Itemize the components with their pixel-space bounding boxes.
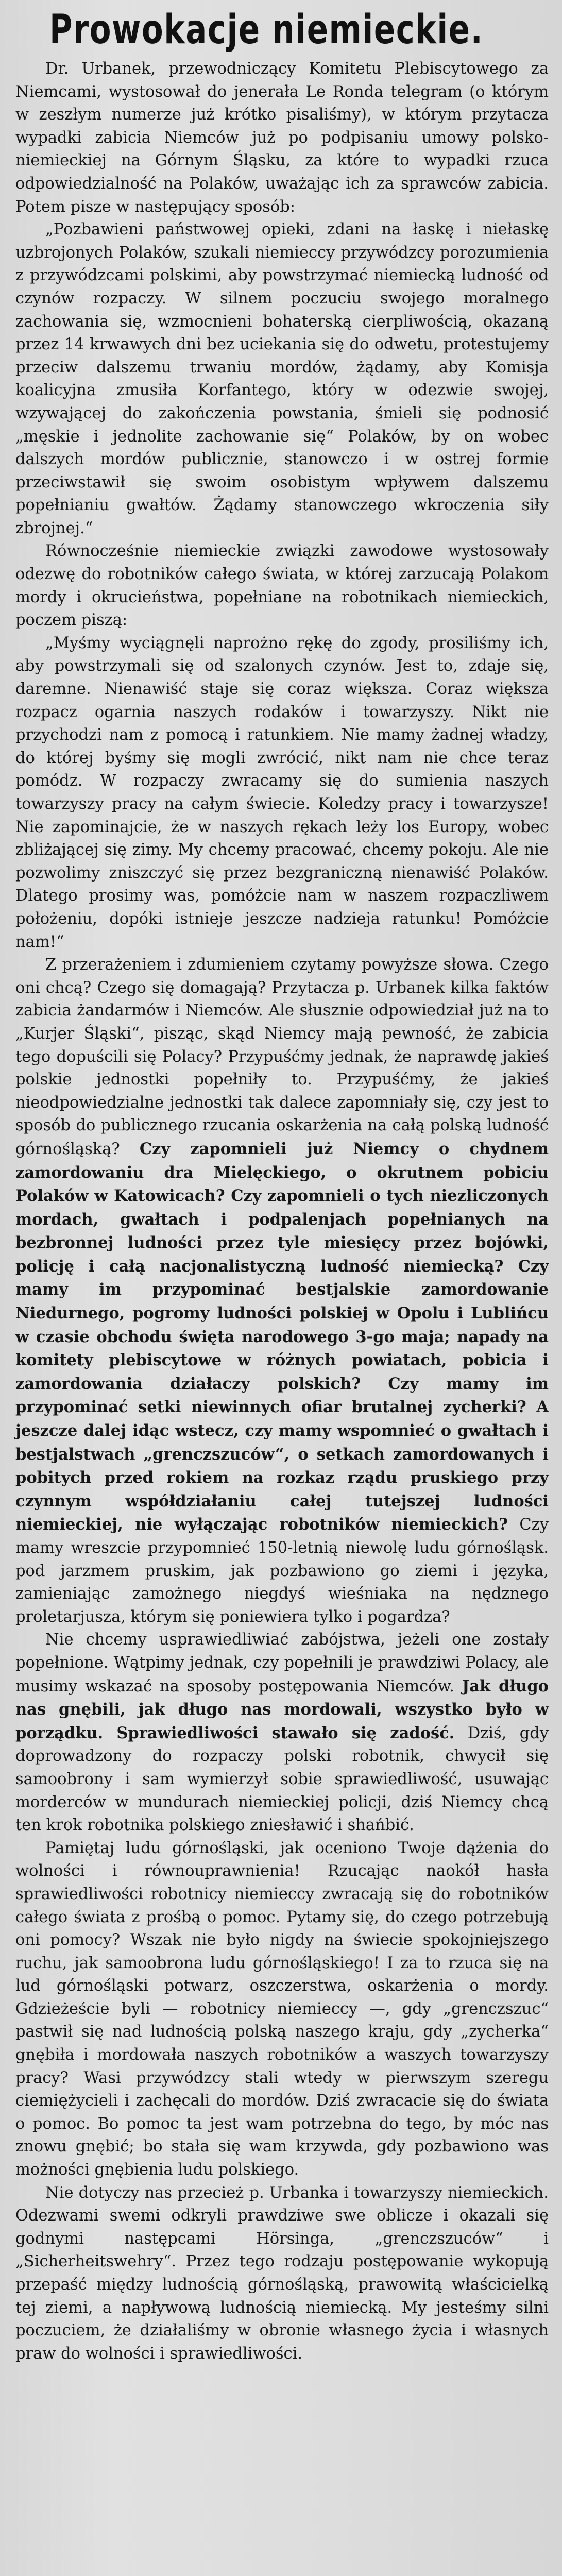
response-bold-questions: Czy zapomnieli już Niemcy o chydnem zamordowaniu dra Mielęckiego, o okrutnem pobiciu Polaków w Katowicach? Czy zapomnieli o tych niezliczonych mordach, gwałtach i podpalenjach popełnianych na bezbronnej ludności przez tyle miesięcy przez bojówki, policję i całą nacjonalistyczną ludność niemiecką? Czy mamy im przypominać bestjalskie zamordowanie Niedurnego, pogromy ludności polskiej w Opolu i Lublińcu w czasie obchodu święta narodowego 3-go maja; napady na komitety plebiscytowe w różnych powiatach, pobicia i zamordowania działaczy polskich? Czy mamy im przypominać setki niewinnych ofiar brutalnej zycherki? A jeszcze dalej idąc wstecz, czy mamy wspomnieć o gwałtach i bestjalstwach „grenczszuców“, o setkach zamordowanych i pobitych przed rokiem na rozkaz rządu pruskiego przy czynnym współdziałaniu całej tutejszej ludności niemieckiej, nie wyłączając robotników niemieckich? [15,1139,549,1534]
paragraph-conclusion: Nie dotyczy nas przecież p. Urbanka i towarzyszy niemieckich. Odezwami swemi odkryli prawdziwe swe oblicze i okazali się godnymi następcami Hörsinga, „grenczszuców“ i „Sicherheitswehry“. Przez tego rodzaju postępowanie wykopują przepaść między ludnością górnośląską, prawowitą właścicielką tej ziemi, a napływową ludnością niemiecką. My jesteśmy silni poczuciem, że działaliśmy w obronie własnego życia i własnych praw do wolności i sprawiedliwości. [15,2183,549,2363]
article-title: Prowokacje niemieckie. [49,7,484,53]
response-text-start: Z przerażeniem i zdumieniem czytamy powyższe słowa. Czego oni chcą? Czego się domagają? Przytacza p. Urbanek kilka faktów zabicia żandarmów i Niemców. Ale słusznie odpowiedział już na to „Kurjer Śląski“, pisząc, skąd Niemcy mają pewność, że zabicia tego dopuścili się Polacy? Przypuśćmy jednak, że naprawdę jakieś polskie jednostki popełniły to. Przypuśćmy, że jakieś nieodpowiedzialne jednostki tak dalece zapomniały się, czy jest to sposób do publicznego rzucania oskarżenia na całą polską ludność górnośląską? [15,956,549,1158]
justification-bold: Jak długo nas gnębili, jak długo nas mordowali, wszystko było w porządku. Sprawiedliwości stawało się zadość. [15,1676,549,1742]
paragraph-quote-unions: „Myśmy wyciągnęli naprożno rękę do zgody, prosiliśmy ich, aby powstrzymali się od szalonych czynów. Jest to, zdaje się, daremne. Nienawiść staje się coraz większa. Coraz większa rozpacz ogarnia naszych rodaków i towarzyszy. Nikt nie przychodzi nam z pomocą i ratunkiem. Nie mamy żadnej władzy, do której byśmy się mogli zwrócić, nikt nam nie chce teraz pomódz. W rozpaczy zwracamy się do sumienia naszych towarzyszy pracy na całym świecie. Koledzy pracy i towarzysze! Nie zapominajcie, że w naszych rękach leży los Europy, wobec zbliżającej się zimy. My chcemy pracować, chcemy pokoju. Ale nie pozwolimy zniszczyć się przez bezgraniczną nienawiść Polaków. Dlatego prosimy was, pomóżcie nam w naszem rozpaczliwem położeniu, dopóki istnieje jeszcze nadzieja ratunku! Pomóżcie nam!“ [15,634,549,951]
paragraph-quote-urbanek: „Pozbawieni państwowej opieki, zdani na łaskę i niełaskę uzbrojonych Polaków, szukali niemieccy przywódzcy porozumienia z przywódzcami polskimi, aby powstrzymać niemiecką ludność od czynów rozpaczy. W silnem poczuciu swojego moralnego zachowania się, wzmocnieni bohaterską cierpliwością, okazaną przez 14 krwawych dni bez uciekania się do odwetu, protestujemy przeciw dalszemu trwaniu mordów, żądamy, aby Komisja koalicyjna zmusiła Korfantego, który w odezwie swojej, wzywającej do zakończenia powstania, śmieli się podnosić „męskie i jednolite zachowanie się“ Polaków, by on wobec dalszych mordów publicznie, stanowczo i w ostrej formie przeciwstawił się swoim osobistym wpływem dalszemu popełnianiu gwałtów. Żądamy stanowczego wkroczenia siły zbrojnej.“ [15,221,549,537]
paragraph-justification [15,1629,549,1837]
response-text-end: Czy mamy wreszcie przypomnieć 150-letnią niewolę ludu górnośląsk. pod jarzmem pruskim, jak pozbawiono go ziemi i języka, zamieniając zamożnego niegdyś wieśniaka na nędznego proletarjusza, którym się poniewiera tylko i pogardza? [15,1516,549,1626]
paragraph-unions: Równocześnie niemieckie związki zawodowe wystosowały odezwę do robotników całego świata, w której zarzucają Polakom mordy i okrucieństwa, popełniane na robotnikach niemieckich, poczem piszą: [15,542,549,630]
justification-text-start: Nie chcemy usprawiedliwiać zabójstwa, jeżeli one zostały popełnione. Wątpimy jednak, czy popełnili je prawdziwi Polacy, ale musimy wskazać na sposoby postępowania Niemców. [15,1631,549,1696]
justification-text-end: Dziś, gdy doprowadzony do rozpaczy polski robotnik, chwycił się samoobrony i sam wymierzył sobie sprawiedliwość, usuwając morderców w mundurach niemieckiej policji, dziś Niemcy chcą ten krok robotnika polskiego zniesławić i shańbić. [15,1724,549,1835]
paragraph-response [15,954,549,1629]
paragraph-intro: Dr. Urbanek, przewodniczący Komitetu Plebiscytowego za Niemcami, wystosował do jenerała Le Ronda telegram (o którym w zeszłym numerze już krótko pisaliśmy), w którym przytacza wypadki zabicia Niemców już po podpisaniu umowy polsko-niemieckiej na Górnym Śląsku, za które to wypadki rzuca odpowiedzialność na Polaków, uważając ich za sprawców zabicia. Potem pisze w następujący sposób: [15,60,549,216]
paragraph-appeal: Pamiętaj ludu górnośląski, jak oceniono Twoje dążenia do wolności i równouprawnienia! Rzucając naokół hasła sprawiedliwości robotnicy niemieccy zwracają się do robotników całego świata z prośbą o pomoc. Pytamy się, do czego potrzebują oni pomocy? Wszak nie było nigdy na świecie spokojniejszego ruchu, jak samoobrona ludu górnośląskiego! I za to rzuca się na lud górnośląski potwarz, oszczerstwa, oskarżenia o mordy. Gdzieżeście byli — robotnicy niemieccy —, gdy „grenczszuc“ pastwił się nad ludnością polską naszego kraju, gdy „zycherka“ gnębiła i mordowała naszych robotników a waszych towarzyszy pracy? Wasi przywódzcy stali wtedy w pierwszym szeregu ciemiężycieli i zachęcali do mordów. Dziś zwracacie się do świata o pomoc. Bo pomoc ta jest wam potrzebna do tego, by móc nas znowu gnębić; bo stała się wam krzywda, gdy pozbawiono was możności gnębienia ludu polskiego. [15,1839,549,2179]
article-body [15,58,549,2365]
